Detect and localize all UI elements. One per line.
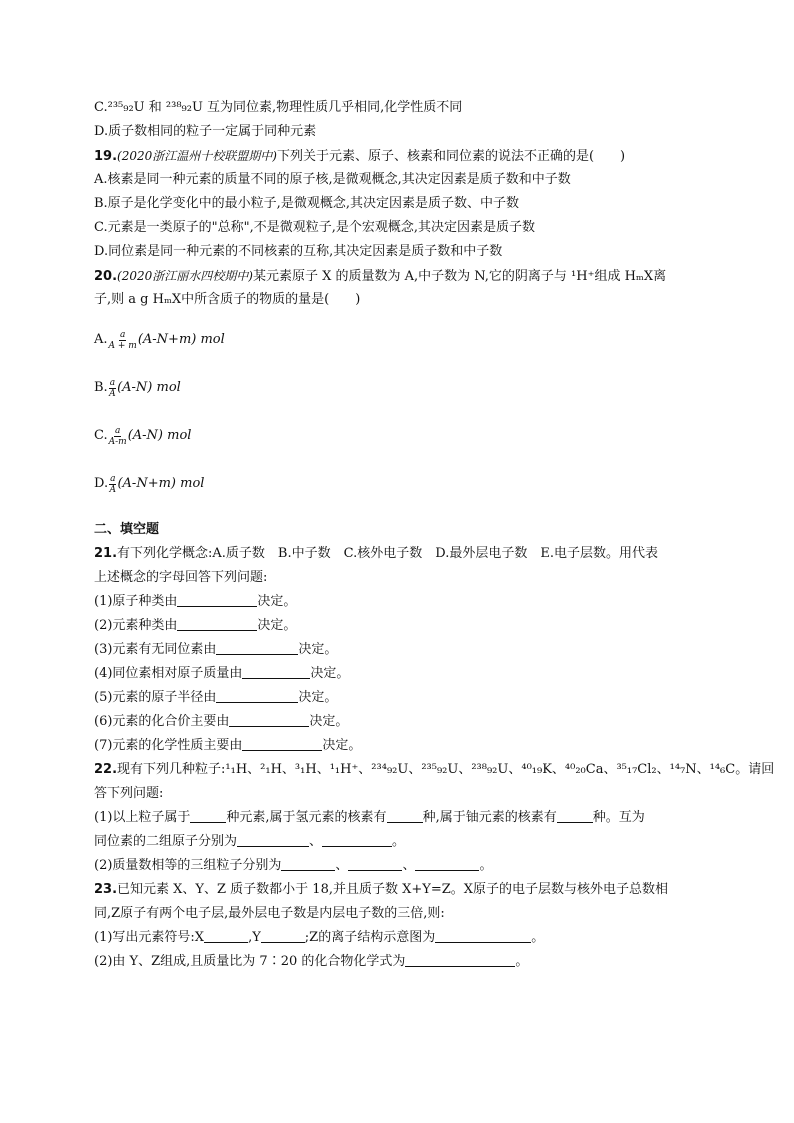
- q21-stem-line2: 上述概念的字母回答下列问题:: [94, 570, 268, 585]
- q23-stem-line1: [94, 878, 704, 902]
- answer-blank[interactable]: [190, 806, 226, 823]
- fraction-denominator: A: [109, 388, 116, 399]
- q22-part1-line2: [94, 830, 704, 854]
- item-text-end: 决定。: [322, 738, 362, 753]
- q21-text-1: 有下列化学概念:A.质子数 B.中子数 C.核外电子数 D.最外层电子数 E.电子层数。用代表: [117, 546, 658, 561]
- part-text: 同位素的二组原子分别为: [94, 834, 238, 849]
- q20-option-a: [94, 316, 704, 364]
- q20-number: 20.: [94, 269, 118, 284]
- answer-blank[interactable]: [387, 806, 423, 823]
- answer-blank[interactable]: [322, 830, 392, 847]
- q19-option-c: C.元素是一类原子的"总称",不是微观粒子,是个宏观概念,其决定因素是质子数: [94, 220, 535, 235]
- part-text: 。: [515, 954, 529, 969]
- item-text-end: 决定。: [310, 666, 350, 681]
- q19-text: 下列关于元素、原子、核素和同位素的说法不正确的是( ): [276, 149, 626, 164]
- q22-part2: [94, 854, 704, 878]
- item-text: (4)同位素相对原子质量由: [94, 666, 243, 681]
- q21-stem-line1: [94, 542, 704, 566]
- option-label: B.: [94, 380, 108, 395]
- part-text: 。: [479, 858, 493, 873]
- q22-number: 22.: [94, 762, 118, 777]
- item-text-end: 决定。: [298, 642, 338, 657]
- q20-source: (2020浙江丽水四校期中): [117, 269, 253, 283]
- q19-option-d: D.同位素是同一种元素的不同核素的互称,其决定因素是质子数和中子数: [94, 244, 503, 259]
- option-expression: (A-N) mol: [117, 380, 181, 395]
- answer-blank[interactable]: [405, 950, 515, 967]
- fraction-denominator: A: [109, 484, 117, 495]
- fraction: [109, 378, 116, 399]
- q21-item-1: [94, 590, 704, 614]
- fraction-denominator: A-m: [108, 436, 127, 447]
- section-heading: 二、填空题: [94, 522, 160, 537]
- q21-item-4: [94, 662, 704, 686]
- q22-part1-line1: [94, 806, 704, 830]
- q18-option-d: D.质子数相同的粒子一定属于同种元素: [94, 124, 317, 139]
- q21-item-5: [94, 686, 704, 710]
- q19-number: 19.: [94, 149, 118, 164]
- q20-option-c: [94, 412, 704, 460]
- fraction-numerator: a: [109, 377, 116, 388]
- option-label: C.: [94, 428, 108, 443]
- q19-stem: [94, 144, 704, 168]
- fraction-numerator: a: [110, 473, 116, 484]
- q23-text-1: 已知元素 X、Y、Z 质子数都小于 18,并且质子数 X+Y=Z。X原子的电子层数与核外电子总数相: [117, 882, 669, 897]
- document-page: [94, 96, 775, 974]
- q23-part1: [94, 926, 704, 950]
- q23-part2: [94, 950, 704, 974]
- q21-item-6: [94, 710, 704, 734]
- answer-blank[interactable]: [216, 686, 298, 703]
- part-text: 、: [402, 858, 416, 873]
- q19-source: (2020浙江温州十校联盟期中): [117, 149, 277, 163]
- q20-text-1: 某元素原子 X 的质量数为 A,中子数为 N,它的阴离子与 ¹H⁺组成 HₘX离: [252, 269, 667, 284]
- q23-stem-line2: 同,Z原子有两个电子层,最外层电子数是内层电子数的三倍,则:: [94, 906, 445, 921]
- option-label: D.: [94, 476, 109, 491]
- option-expression: (A-N+m) mol: [117, 476, 205, 491]
- part-text: (1)以上粒子属于: [94, 810, 191, 825]
- item-text-end: 决定。: [298, 690, 338, 705]
- q21-item-2: [94, 614, 704, 638]
- part-text: 。: [392, 834, 406, 849]
- fraction-numerator: a: [114, 425, 121, 436]
- part-text: 。: [531, 930, 545, 945]
- option-label: A.: [94, 332, 108, 347]
- item-text-end: 决定。: [309, 714, 349, 729]
- fraction-denominator: A + m: [108, 340, 137, 351]
- item-text: (6)元素的化合价主要由: [94, 714, 230, 729]
- q20-option-b: [94, 364, 704, 412]
- part-text: 种元素,属于氢元素的核素有: [226, 810, 387, 825]
- part-text: 、: [335, 858, 349, 873]
- q23-number: 23.: [94, 882, 118, 897]
- q18-option-c: C.²³⁵₉₂U 和 ²³⁸₉₂U 互为同位素,物理性质几乎相同,化学性质不同: [94, 100, 463, 115]
- option-expression: (A-N) mol: [127, 428, 192, 443]
- answer-blank[interactable]: [229, 710, 309, 727]
- fraction: [109, 330, 137, 351]
- q20-stem-line1: [94, 264, 704, 288]
- item-text-end: 决定。: [257, 594, 297, 609]
- answer-blank[interactable]: [177, 614, 257, 631]
- part-text: (1)写出元素符号:X: [94, 930, 205, 945]
- answer-blank[interactable]: [242, 662, 310, 679]
- answer-blank[interactable]: [204, 926, 248, 943]
- item-text: (5)元素的原子半径由: [94, 690, 217, 705]
- part-text: (2)质量数相等的三组粒子分别为: [94, 858, 282, 873]
- answer-blank[interactable]: [348, 854, 402, 871]
- q19-option-b: B.原子是化学变化中的最小粒子,是微观概念,其决定因素是质子数、中子数: [94, 196, 519, 211]
- part-text: (2)由 Y、Z组成,且质量比为 7∶20 的化合物化学式为: [94, 954, 406, 969]
- answer-blank[interactable]: [281, 854, 335, 871]
- part-text: 种。互为: [592, 810, 645, 825]
- fraction-numerator: a: [119, 329, 126, 340]
- q19-option-a: A.核素是同一种元素的质量不同的原子核,是微观概念,其决定因素是质子数和中子数: [94, 172, 571, 187]
- q22-stem-line2: 答下列问题:: [94, 786, 164, 801]
- part-text: ;Z的离子结构示意图为: [304, 930, 436, 945]
- item-text: (1)原子种类由: [94, 594, 178, 609]
- q21-item-3: [94, 638, 704, 662]
- answer-blank[interactable]: [237, 830, 309, 847]
- item-text: (2)元素种类由: [94, 618, 178, 633]
- answer-blank[interactable]: [177, 590, 257, 607]
- q22-stem-line1: [94, 758, 775, 782]
- q21-number: 21.: [94, 546, 118, 561]
- item-text: (7)元素的化学性质主要由: [94, 738, 243, 753]
- option-expression: (A-N+m) mol: [137, 332, 225, 347]
- q22-text-1: 现有下列几种粒子:¹₁H、²₁H、³₁H、¹₁H⁺、²³⁴₉₂U、²³⁵₉₂U、²³⁸₉₂U、⁴⁰₁₉K、⁴⁰₂₀Ca、³⁵₁₇Cl₂、¹⁴₇N、¹⁴₆C。请回: [117, 762, 775, 777]
- answer-blank[interactable]: [435, 926, 531, 943]
- q20-stem-line2: 子,则 a g HₘX中所含质子的物质的量是( ): [94, 292, 361, 307]
- answer-blank[interactable]: [261, 926, 305, 943]
- answer-blank[interactable]: [216, 638, 298, 655]
- answer-blank[interactable]: [557, 806, 593, 823]
- item-text: (3)元素有无同位素由: [94, 642, 217, 657]
- answer-blank[interactable]: [415, 854, 479, 871]
- part-text: 、: [309, 834, 323, 849]
- fraction: [109, 426, 127, 447]
- fraction: [109, 474, 116, 495]
- item-text-end: 决定。: [257, 618, 297, 633]
- q21-item-7: [94, 734, 704, 758]
- q20-option-d: [94, 460, 704, 508]
- answer-blank[interactable]: [242, 734, 322, 751]
- part-text: 种,属于铀元素的核素有: [422, 810, 557, 825]
- part-text: ,Y: [248, 930, 261, 945]
